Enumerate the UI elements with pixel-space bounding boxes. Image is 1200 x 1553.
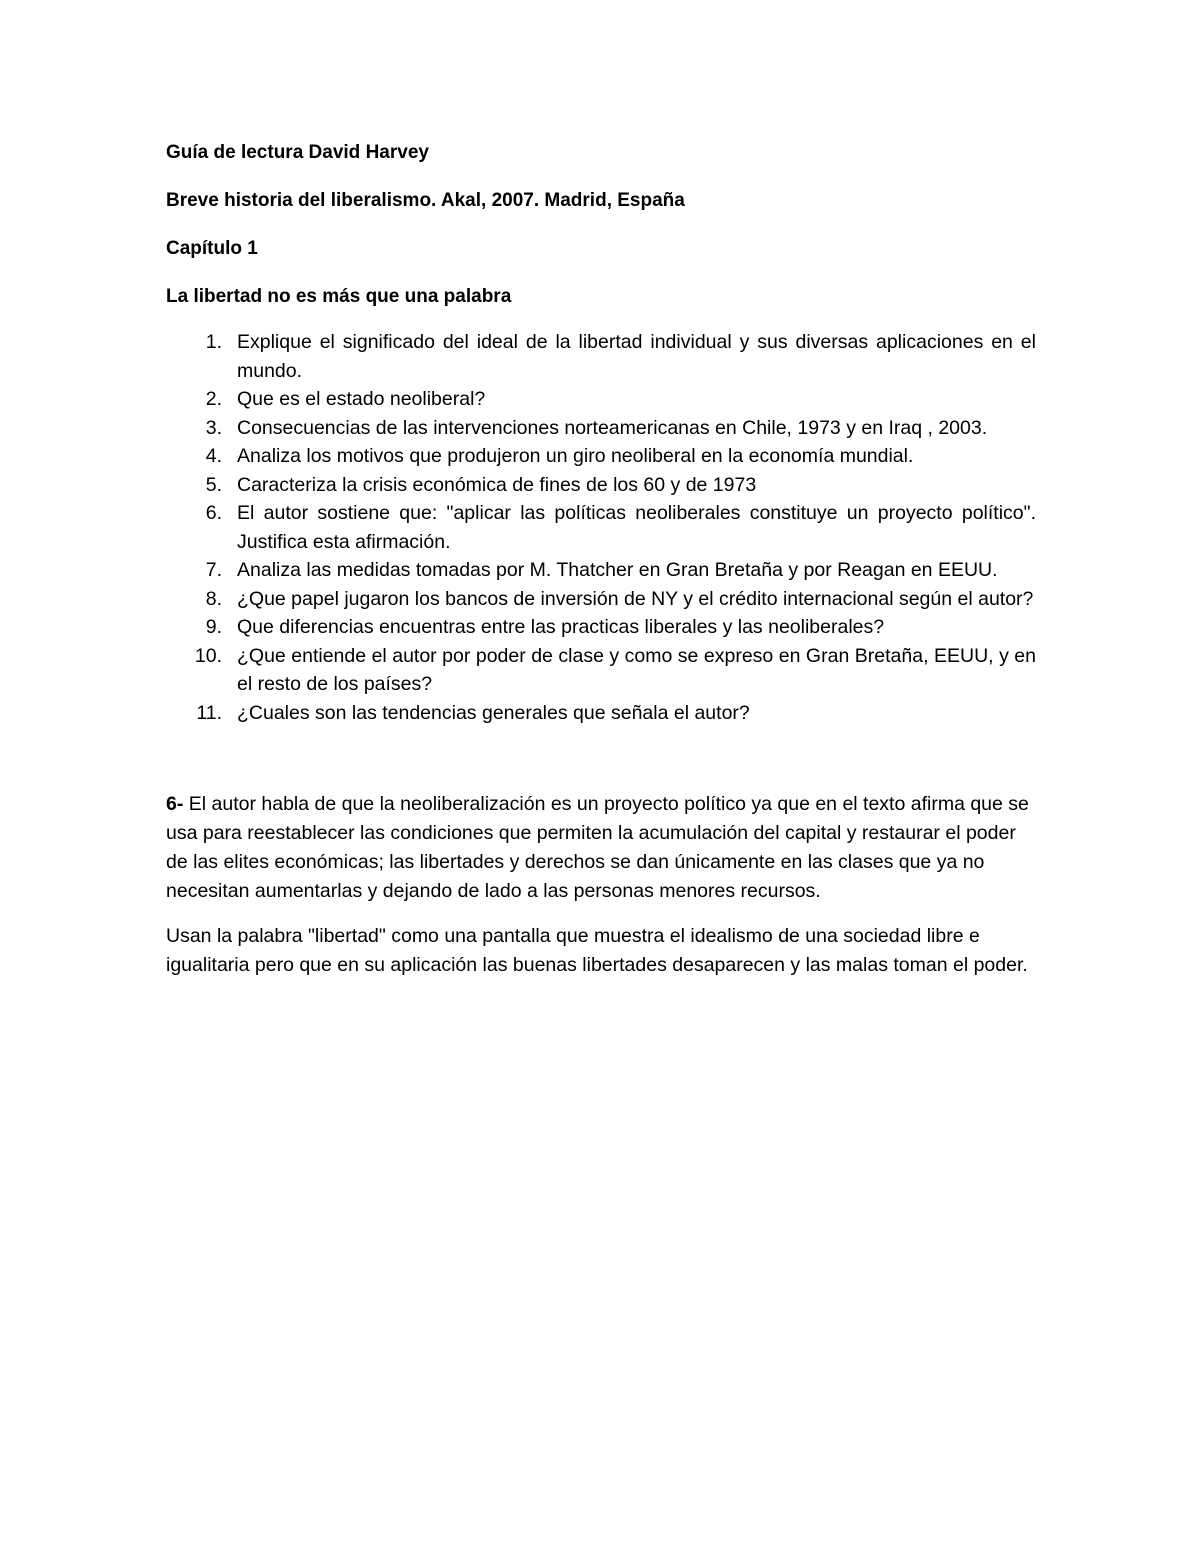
list-item-text: ¿Que papel jugaron los bancos de inversión de NY y el crédito internacional según el autor? <box>237 587 1034 610</box>
question-list <box>166 328 1036 727</box>
list-item-text: ¿Cuales son las tendencias generales que señala el autor? <box>237 701 750 724</box>
list-item-text: Analiza los motivos que produjeron un giro neoliberal en la economía mundial. <box>237 445 914 467</box>
list-item-number: 3. <box>205 416 222 439</box>
list-item-text: Caracteriza la crisis económica de fines de los 60 y de 1973 <box>237 473 757 496</box>
list-item <box>166 556 1036 585</box>
list-item-number: 10. <box>194 644 222 667</box>
list-item <box>166 613 1036 642</box>
list-item-number: 6. <box>205 502 222 524</box>
list-item <box>166 642 1036 699</box>
list-item-text: ¿Que entiende el autor por poder de clase y como se expreso en Gran Bretaña, EEUU, y en el resto de los países? <box>237 644 1036 695</box>
list-item-number: 9. <box>205 616 222 638</box>
chapter-heading: Capítulo 1 <box>166 238 258 259</box>
list-item <box>166 699 1036 728</box>
list-item-number: 1. <box>205 331 222 353</box>
list-item-number: 11. <box>196 701 222 724</box>
list-item-text: Que diferencias encuentras entre las practicas liberales y las neoliberales? <box>237 616 885 638</box>
document-title: Guía de lectura David Harvey <box>166 142 429 163</box>
list-item <box>166 585 1036 614</box>
answer-lead: 6- <box>166 793 184 815</box>
list-item-text: Que es el estado neoliberal? <box>237 388 486 410</box>
list-item-text: El autor sostiene que: "aplicar las políticas neoliberales constituye un proyecto político". Justifica esta afirmación. <box>237 502 1036 553</box>
list-item <box>166 414 1036 443</box>
list-item-number: 5. <box>205 473 222 496</box>
list-item-number: 8. <box>205 587 222 610</box>
section-heading: La libertad no es más que una palabra <box>166 286 512 307</box>
answer-paragraph-2: Usan la palabra "libertad" como una pantalla que muestra el idealismo de una sociedad libre e igualitaria pero que en su aplicación las buenas libertades desaparecen y las malas toman el poder. <box>166 925 1028 976</box>
list-item-number: 7. <box>205 559 222 581</box>
list-item-text: Consecuencias de las intervenciones norteamericanas en Chile, 1973 y en Iraq , 2003. <box>237 416 988 439</box>
document-page <box>166 138 1036 996</box>
list-item-text: Analiza las medidas tomadas por M. Thatcher en Gran Bretaña y por Reagan en EEUU. <box>237 559 998 581</box>
document-reference: Breve historia del liberalismo. Akal, 2007. Madrid, España <box>166 190 685 211</box>
answer-text-1: El autor habla de que la neoliberalización es un proyecto político ya que en el texto afirma que se usa para reestablecer las condiciones que permiten la acumulación del capital y restaurar el poder de las elites económicas; las libertades y derechos se dan únicamente en las clases que ya no necesitan aumentarlas y dejando de lado a las personas menores recursos. <box>166 793 1029 902</box>
list-item <box>166 442 1036 471</box>
list-item <box>166 471 1036 500</box>
list-item-text: Explique el significado del ideal de la libertad individual y sus diversas aplicaciones en el mundo. <box>237 331 1036 382</box>
list-item <box>166 328 1036 385</box>
answer-section <box>166 790 1036 980</box>
answer-paragraph-1 <box>166 790 1036 906</box>
list-item-number: 2. <box>205 388 222 410</box>
list-item-number: 4. <box>205 445 222 467</box>
list-item <box>166 499 1036 556</box>
list-item <box>166 385 1036 414</box>
